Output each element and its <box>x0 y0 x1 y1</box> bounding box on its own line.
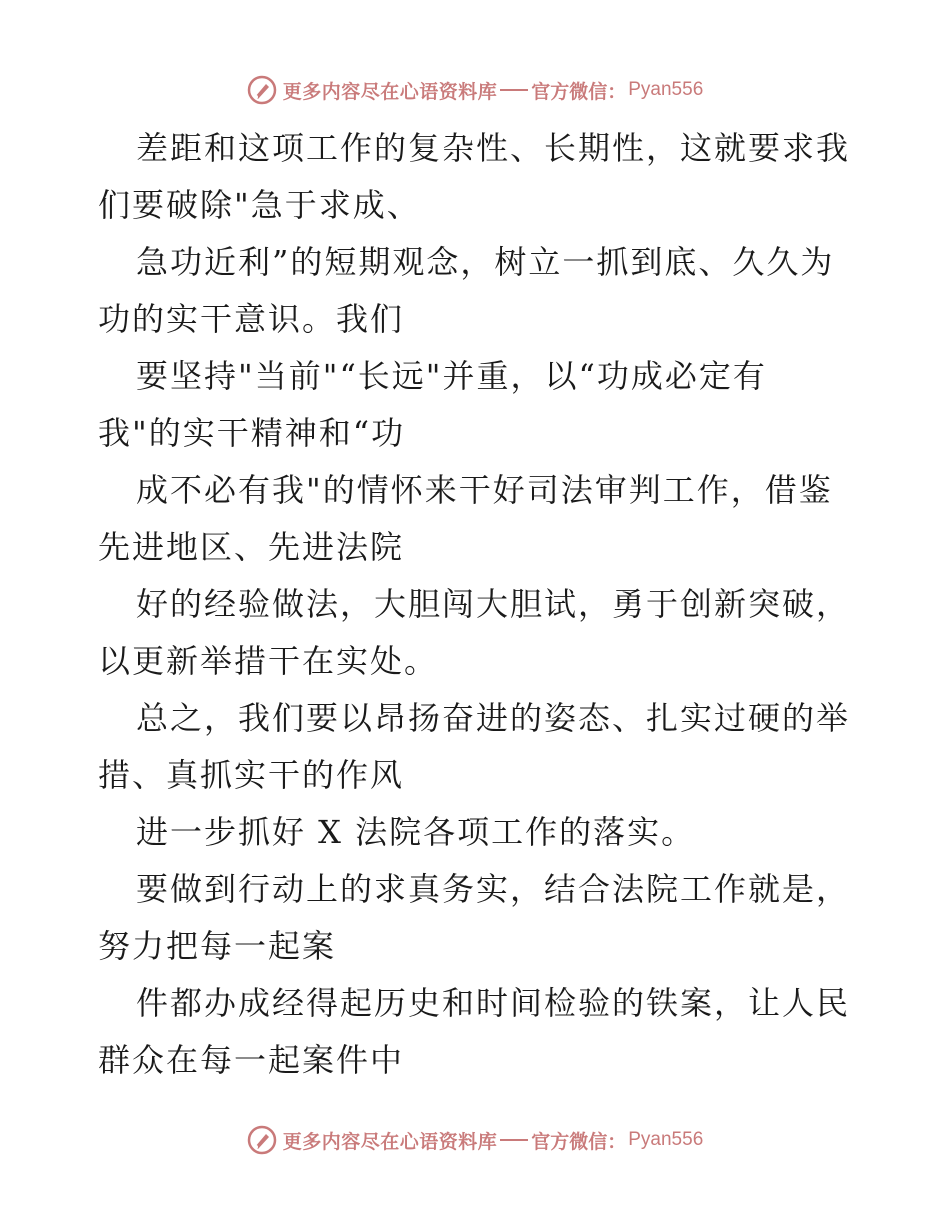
body-line: 措、真抓实干的作风 <box>98 756 405 794</box>
body-line: 要坚持"当前"“长远"并重，以“功成必定有 <box>136 357 767 395</box>
banner-wechat-id: Pyan556 <box>628 79 704 100</box>
banner-wechat-label: 官方微信： <box>531 80 627 103</box>
banner-text: 更多内容尽在心语资料库 <box>282 80 498 103</box>
pen-logo-icon <box>247 75 277 105</box>
body-line: 急功近利”的短期观念，树立一抓到底、久久为 <box>136 243 835 281</box>
header-banner <box>0 70 950 110</box>
banner-text: 更多内容尽在心语资料库 <box>282 1130 498 1153</box>
document-body <box>98 120 858 1089</box>
body-line: 群众在每一起案件中 <box>98 1041 405 1079</box>
banner-wechat-id: Pyan556 <box>628 1129 704 1150</box>
body-line: 好的经验做法，大胆闯大胆试，勇于创新突破， <box>136 585 851 623</box>
pen-logo-icon <box>247 1125 277 1155</box>
banner-divider <box>500 1139 528 1141</box>
body-line: 进一步抓好 X 法院各项工作的落实。 <box>136 813 696 851</box>
body-line: 以更新举措干在实处。 <box>98 642 439 680</box>
body-line: 总之，我们要以昂扬奋进的姿态、扎实过硬的举 <box>136 699 851 737</box>
banner-divider <box>500 89 528 91</box>
body-line: 件都办成经得起历史和时间检验的铁案，让人民 <box>136 984 851 1022</box>
body-line: 们要破除"急于求成、 <box>98 186 421 224</box>
body-line: 差距和这项工作的复杂性、长期性，这就要求我 <box>136 129 851 167</box>
body-line: 努力把每一起案 <box>98 927 337 965</box>
body-line: 成不必有我"的情怀来干好司法审判工作，借鉴 <box>136 471 833 509</box>
body-line: 功的实干意识。我们 <box>98 300 405 338</box>
body-line: 要做到行动上的求真务实，结合法院工作就是， <box>136 870 851 908</box>
footer-banner <box>0 1120 950 1160</box>
banner-wechat-label: 官方微信： <box>531 1130 627 1153</box>
body-line: 我"的实干精神和“功 <box>98 414 406 452</box>
body-line: 先进地区、先进法院 <box>98 528 405 566</box>
